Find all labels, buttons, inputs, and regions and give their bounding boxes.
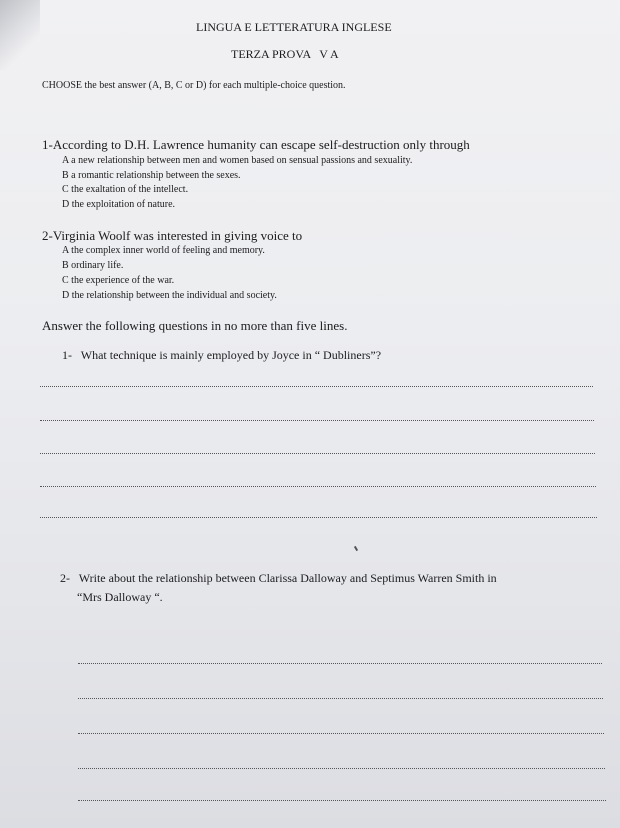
answer-line[interactable] bbox=[78, 768, 605, 769]
open-question-1: 1- What technique is mainly employed by Joyce in “ Dubliners”? bbox=[62, 348, 382, 362]
mc-2-option-d: D the relationship between the individual and society. bbox=[62, 290, 277, 301]
paper-fold-shadow bbox=[0, 0, 40, 70]
answer-line[interactable] bbox=[78, 663, 602, 664]
answer-line[interactable] bbox=[40, 486, 596, 487]
open-question-2-line-2: “Mrs Dalloway “. bbox=[77, 590, 163, 604]
answer-line[interactable] bbox=[78, 698, 603, 699]
mc-2-option-b: B ordinary life. bbox=[62, 260, 124, 271]
mc-1-option-d: D the exploitation of nature. bbox=[62, 199, 176, 210]
mc-1-option-a: A a new relationship between men and women based on sensual passions and sexuality. bbox=[62, 155, 413, 166]
answer-line[interactable] bbox=[78, 800, 606, 801]
mc-1-option-c: C the exaltation of the intellect. bbox=[62, 184, 189, 195]
answer-line[interactable] bbox=[40, 386, 593, 387]
open-section-intro: Answer the following questions in no more than five lines. bbox=[42, 318, 348, 333]
answer-line[interactable] bbox=[40, 517, 597, 518]
mc-2-option-a: A the complex inner world of feeling and memory. bbox=[62, 245, 265, 256]
mc-2-option-c: C the experience of the war. bbox=[62, 275, 175, 286]
instructions: CHOOSE the best answer (A, B, C or D) for each multiple-choice question. bbox=[42, 80, 346, 91]
subject-title: LINGUA E LETTERATURA INGLESE bbox=[196, 20, 392, 34]
exam-title: TERZA PROVA V A bbox=[231, 47, 339, 61]
answer-line[interactable] bbox=[78, 733, 604, 734]
answer-line[interactable] bbox=[40, 453, 595, 454]
mc-question-2: 2-Virginia Woolf was interested in giving voice to bbox=[42, 228, 303, 243]
answer-line[interactable] bbox=[40, 420, 594, 421]
open-question-2-line-1: 2- Write about the relationship between Clarissa Dalloway and Septimus Warren Smith in bbox=[60, 571, 497, 585]
pencil-mark bbox=[354, 546, 358, 551]
mc-question-1: 1-According to D.H. Lawrence humanity can escape self-destruction only through bbox=[42, 137, 470, 152]
mc-1-option-b: B a romantic relationship between the sexes. bbox=[62, 170, 241, 181]
